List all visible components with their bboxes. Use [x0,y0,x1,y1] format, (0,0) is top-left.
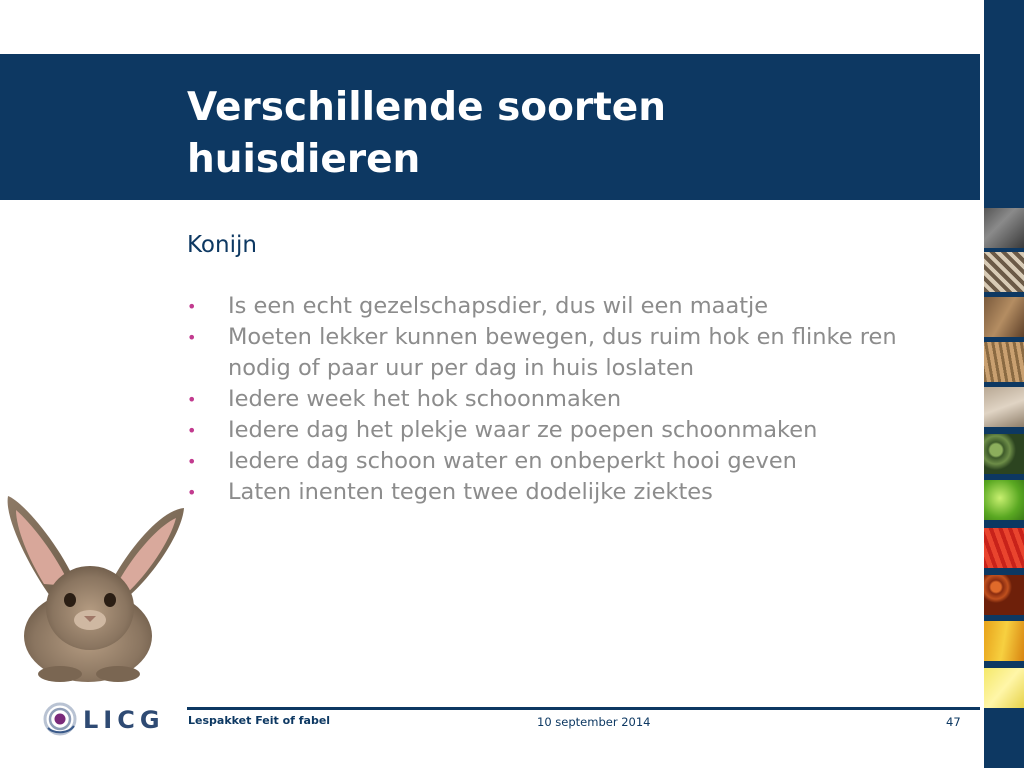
bullet-item [187,415,957,446]
bullet-text: Iedere week het hok schoonmaken [228,386,622,412]
bullet-list [187,291,957,508]
texture-tile-reptile [984,434,1024,474]
bullet-text: Iedere dag schoon water en onbeperkt hooi geven [228,448,797,474]
footer-course-name: Lespakket Feit of fabel [188,714,331,727]
texture-tile-fur-light [984,387,1024,427]
bullet-icon: • [187,328,197,347]
footer-divider [187,707,980,710]
texture-tile-fur-brown [984,297,1024,337]
bullet-item [187,384,957,415]
texture-tile-scales [984,575,1024,615]
bullet-icon: • [187,483,197,502]
bullet-icon: • [187,452,197,471]
bullet-icon: • [187,297,197,316]
slide-title: Verschillende soorten huisdieren [187,85,666,182]
bullet-text: Moeten lekker kunnen bewegen, dus ruim hok en flinke ren nodig of paar uur per dag in huis loslaten [228,324,897,381]
bullet-item [187,477,957,508]
slide-subtitle: Konijn [187,232,257,258]
texture-tile-feathers [984,252,1024,292]
texture-tile-green [984,480,1024,520]
bullet-icon: • [187,390,197,409]
bullet-icon: • [187,421,197,440]
bullet-text: Iedere dag het plekje waar ze poepen schoonmaken [228,417,818,443]
bullet-text: Laten inenten tegen twee dodelijke ziektes [228,479,713,505]
bullet-item [187,291,957,322]
texture-tile-red [984,528,1024,568]
texture-tile-fur-gray [984,208,1024,248]
texture-tile-fur-tan [984,342,1024,382]
logo-text: LICG [83,706,165,734]
texture-tile-yellow [984,668,1024,708]
texture-tile-orange [984,621,1024,661]
bullet-item [187,322,957,384]
footer-date: 10 september 2014 [537,715,651,729]
bullet-item [187,446,957,477]
bullet-text: Is een echt gezelschapsdier, dus wil een maatje [228,293,769,319]
slide-number: 47 [946,715,961,729]
rabbit-illustration [0,488,192,684]
